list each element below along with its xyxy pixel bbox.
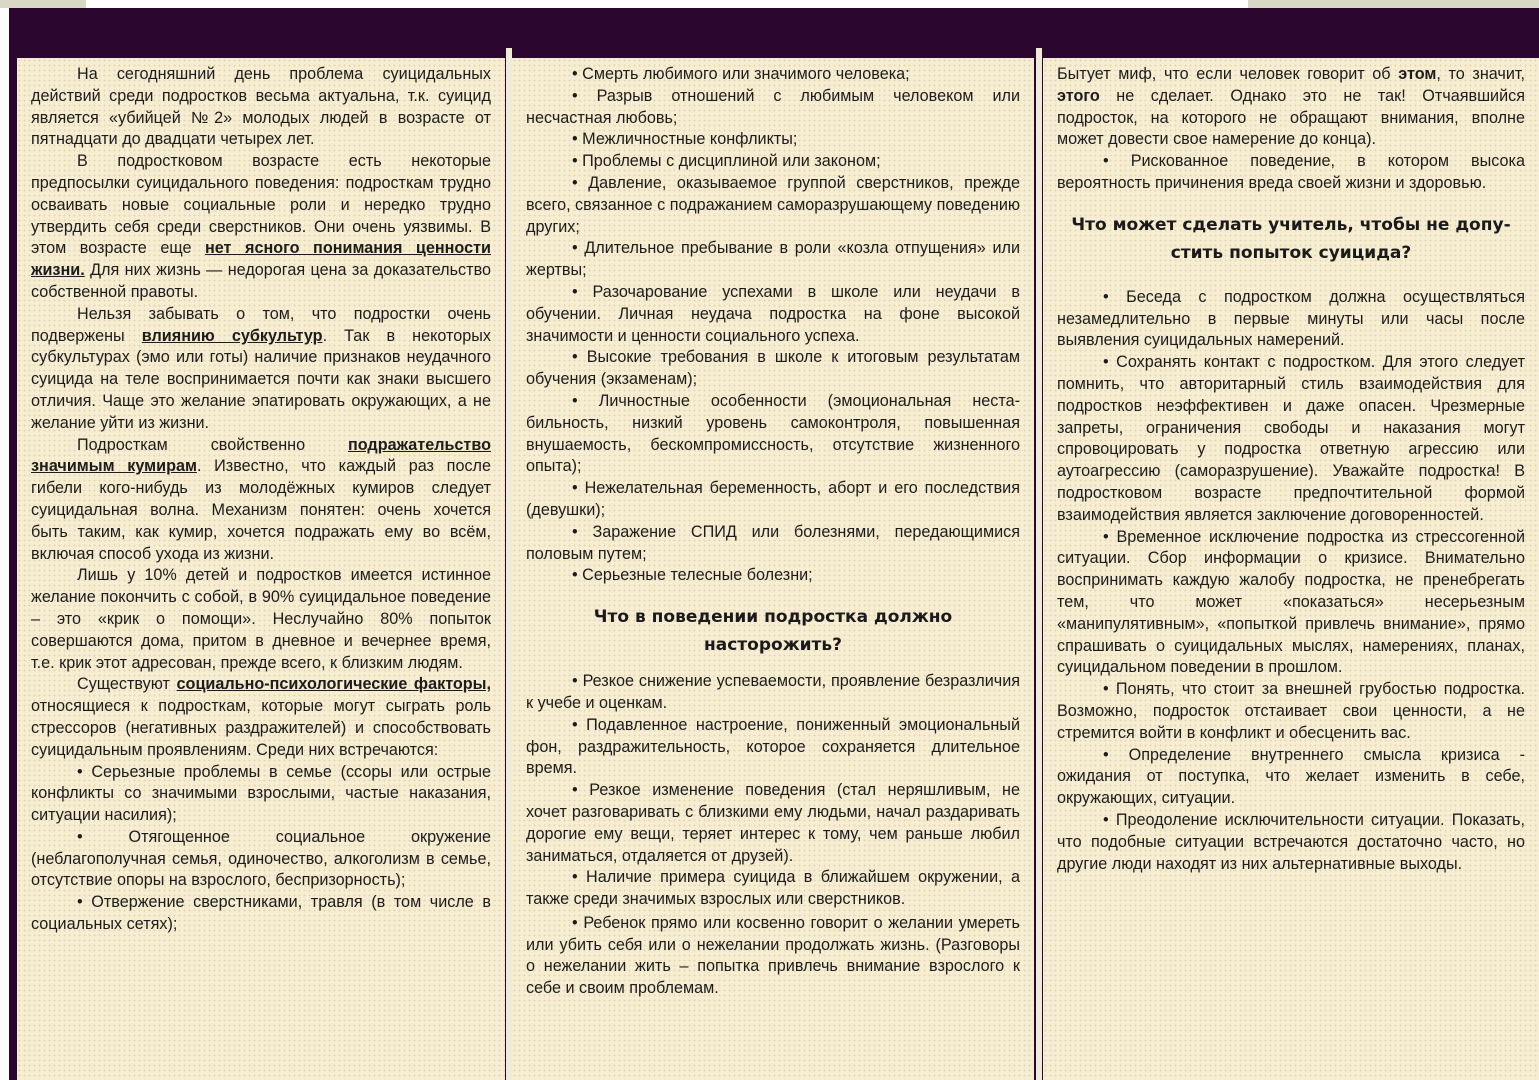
section-heading: Что в поведении подростка должно насторожить?	[593, 607, 953, 656]
list-item: • Отягощенное социальное окружение (неблагополучная семья, одиночество, алкоголизм в семье, отсутствие опоры на взрослого, беспризорность);	[31, 827, 491, 892]
list-item: • Отвержение сверстниками, травля (в том числе в социальных сетях);	[31, 892, 491, 936]
column-left	[17, 58, 505, 1080]
list-item: • Проблемы с дисциплиной или законом;	[526, 151, 1020, 173]
emphasis: влиянию субкультур	[141, 326, 323, 345]
top-right-bar	[1248, 0, 1539, 8]
text: . Известно, что каждый раз после гибели кого-нибудь из молодёжных кумиров следует суицидальная волна. Механизм понятен: очень хочется быть таким, как кумир, хочется подражать ему во всём, включая способ ухода из жизни.	[31, 457, 491, 563]
header-strip	[9, 8, 1539, 50]
text: Существуют	[77, 675, 177, 694]
paragraph	[31, 151, 491, 304]
list-item: • Длительное пребывание в роли «козла отпущения» или жертвы;	[526, 238, 1020, 282]
list-item: • Беседа с подростком должна осуществляться незамедлительно в первые минуты или часы после выявления суицидальных намерений.	[1057, 287, 1525, 352]
list-item: • Серьезные проблемы в семье (ссоры или острые конфликты со значимыми взрослыми, частые наказания, ситуации насилия);	[31, 762, 491, 827]
list-item: • Резкое изменение поведения (стал неряшливым, не хочет разговаривать с близкими ему людьми, начал раздаривать дорогие ему вещи, теряет интерес к тому, чем раньше любил заниматься, отдаляется от друзей).	[526, 780, 1020, 867]
emphasis: этом	[1398, 65, 1437, 83]
list-item: • Заражение СПИД или болезнями, передающимися половым путем;	[526, 522, 1020, 566]
paragraph	[31, 674, 491, 761]
list-item: • Давление, оказываемое группой сверстников, прежде всего, связанное с подражанием саморазрушающему поведению других;	[526, 173, 1020, 238]
list-item: • Рискованное поведение, в котором высока вероятность причинения вреда своей жизни и здоровью.	[1057, 151, 1525, 195]
list-item: • Высокие требования в школе к итоговым результатам обучения (экзаменам);	[526, 347, 1020, 391]
paragraph	[1057, 64, 1525, 151]
list-item: • Резкое снижение успеваемости, проявление безразличия к учебе и оценкам.	[526, 671, 1020, 715]
text: относящиеся к подросткам, которые могут сыграть роль стрессоров (негативных раздражителей) и способствовать суицидальным проявлениям. Среди них встречаются:	[31, 697, 491, 759]
emphasis: нет ясного понимания ценности жизни.	[31, 239, 491, 280]
paragraph: На сегодняшний день проблема суицидальных действий среди подростков весьма актуальна, т.к. суицид является «убийцей №2» молодых людей в возрасте от пятнадцати до двадцати четырех лет.	[31, 65, 491, 149]
list-item: • Подавленное настроение, пониженный эмоциональный фон, раздражительность, которое сохраняется длительное время.	[526, 715, 1020, 780]
text: В подростковом возрасте есть некоторые предпосылки суицидального поведения: подросткам трудно осваивать новые социальные роли и нередко трудно утвердить себя среди сверстников. Они очень уязвимы. В этом возрасте еще	[31, 152, 491, 258]
column-middle	[512, 58, 1034, 1080]
list-item: • Сохранять контакт с подростком. Для этого следует помнить, что авторитарный стиль взаимодействия для подростков неэффективен и даже опасен. Чрезмерные запреты, ограничения свободы и наказания могут спровоцировать у подростка ответную агрессию или аутоагрессию (саморазрушение). Уважайте подростка! В подростковом возрасте предпочтительной формой взаимодействия является заключение договоренностей.	[1057, 352, 1525, 526]
column-right	[1043, 58, 1539, 1080]
paragraph	[31, 435, 491, 566]
text: . Так в некоторых субкультурах (эмо или готы) наличие признаков неудачного суицида на теле воспринимается почти как знаки высшего отличия. Чаще это желание эпатировать окружающих, а не желание уйти из жизни.	[31, 326, 491, 432]
list-item: • Определение внутреннего смысла кризиса - ожидания от поступка, что желает изменить в себе, окружающих, ситуации.	[1057, 745, 1525, 810]
emphasis: социально-психологические факторы,	[176, 675, 491, 694]
section-heading: Что может сделать учитель, чтобы не допустить попыток суицида?	[1071, 214, 1511, 263]
top-left-bar	[0, 0, 86, 8]
text: Нельзя забывать о том, что подростки очень подвержены	[31, 304, 491, 345]
page-frame	[9, 8, 1539, 1080]
list-item: • Временное исключение подростка из стрессогенной ситуации. Сбор информации о кризисе. Внимательно воспринимать каждую жалобу подростка, не пренебрегать тем, что может «показаться» несерьезным «манипулятивным», «попыткой привлечь внимание», прямо спрашивать о суицидальных мыслях, намерениях, планах, суицидальном поведении в прошлом.	[1057, 527, 1525, 680]
text: Бытует миф, что если человек говорит об	[1057, 65, 1399, 83]
list-item: • Разрыв отношений с любимым человеком или несчастная любовь;	[526, 86, 1020, 130]
column-separator	[1036, 48, 1042, 1080]
list-item: • Преодоление исключительности ситуации. Показать, что подобные ситуации встречаются достаточно часто, но другие люди находят из них альтернативные выходы.	[1057, 810, 1525, 875]
text: Для них жизнь — недорогая цена за доказательство собственной правоты.	[31, 261, 491, 301]
emphasis: этого	[1057, 86, 1100, 105]
list-item: • Разочарование успехами в школе или неудачи в обучении. Личная неудача подростка на фоне высокой значимости и ценности социального успеха.	[526, 282, 1020, 347]
text: не сделает. Однако это не так! Отчаявшийся подросток, на которого не обращают внимания, вполне может довести свое намерение до конца).	[1057, 86, 1525, 149]
list-item: • Наличие примера суицида в ближайшем окружении, а также среди значимых взрослых или сверстников.	[526, 867, 1020, 911]
list-item: • Понять, что стоит за внешней грубостью подростка. Возможно, подросток отстаивает свои ценности, а не стремится войти в конфликт и обесценить вас.	[1057, 679, 1525, 744]
text: Подросткам свойственно	[77, 435, 348, 454]
list-item: • Нежелательная беременность, аборт и его последствия (девушки);	[526, 478, 1020, 522]
text: , то значит,	[1436, 65, 1525, 83]
paragraph	[31, 304, 491, 435]
paragraph: Лишь у 10% детей и подростков имеется истинное желание покончить с собой, в 90% суицидальное поведение – это «крик о помощи». Неслучайно 80% попыток совершаются дома, притом в дневное и вечернее время, т.е. крик этот адресован, прежде всего, к близким людям.	[31, 566, 491, 672]
list-item: • Серьезные телесные болезни;	[526, 565, 1020, 587]
list-item: • Ребенок прямо или косвенно говорит о желании умереть или убить себя или о нежелании продолжать жизнь. (Разговоры о нежелании жить – попытка привлечь внимание взрослого к себе и своим проблемам.	[526, 913, 1020, 1000]
list-item: • Личностные особенности (эмоциональная нестабильность, низкий уровень самоконтроля, повышенная внушаемость, бескомпромиссность, отсутствие жизненного опыта);	[526, 391, 1020, 478]
list-item: • Смерть любимого или значимого человека;	[526, 64, 1020, 86]
emphasis: подражательство значимым кумирам	[31, 435, 491, 476]
list-item: • Межличностные конфликты;	[526, 129, 1020, 151]
